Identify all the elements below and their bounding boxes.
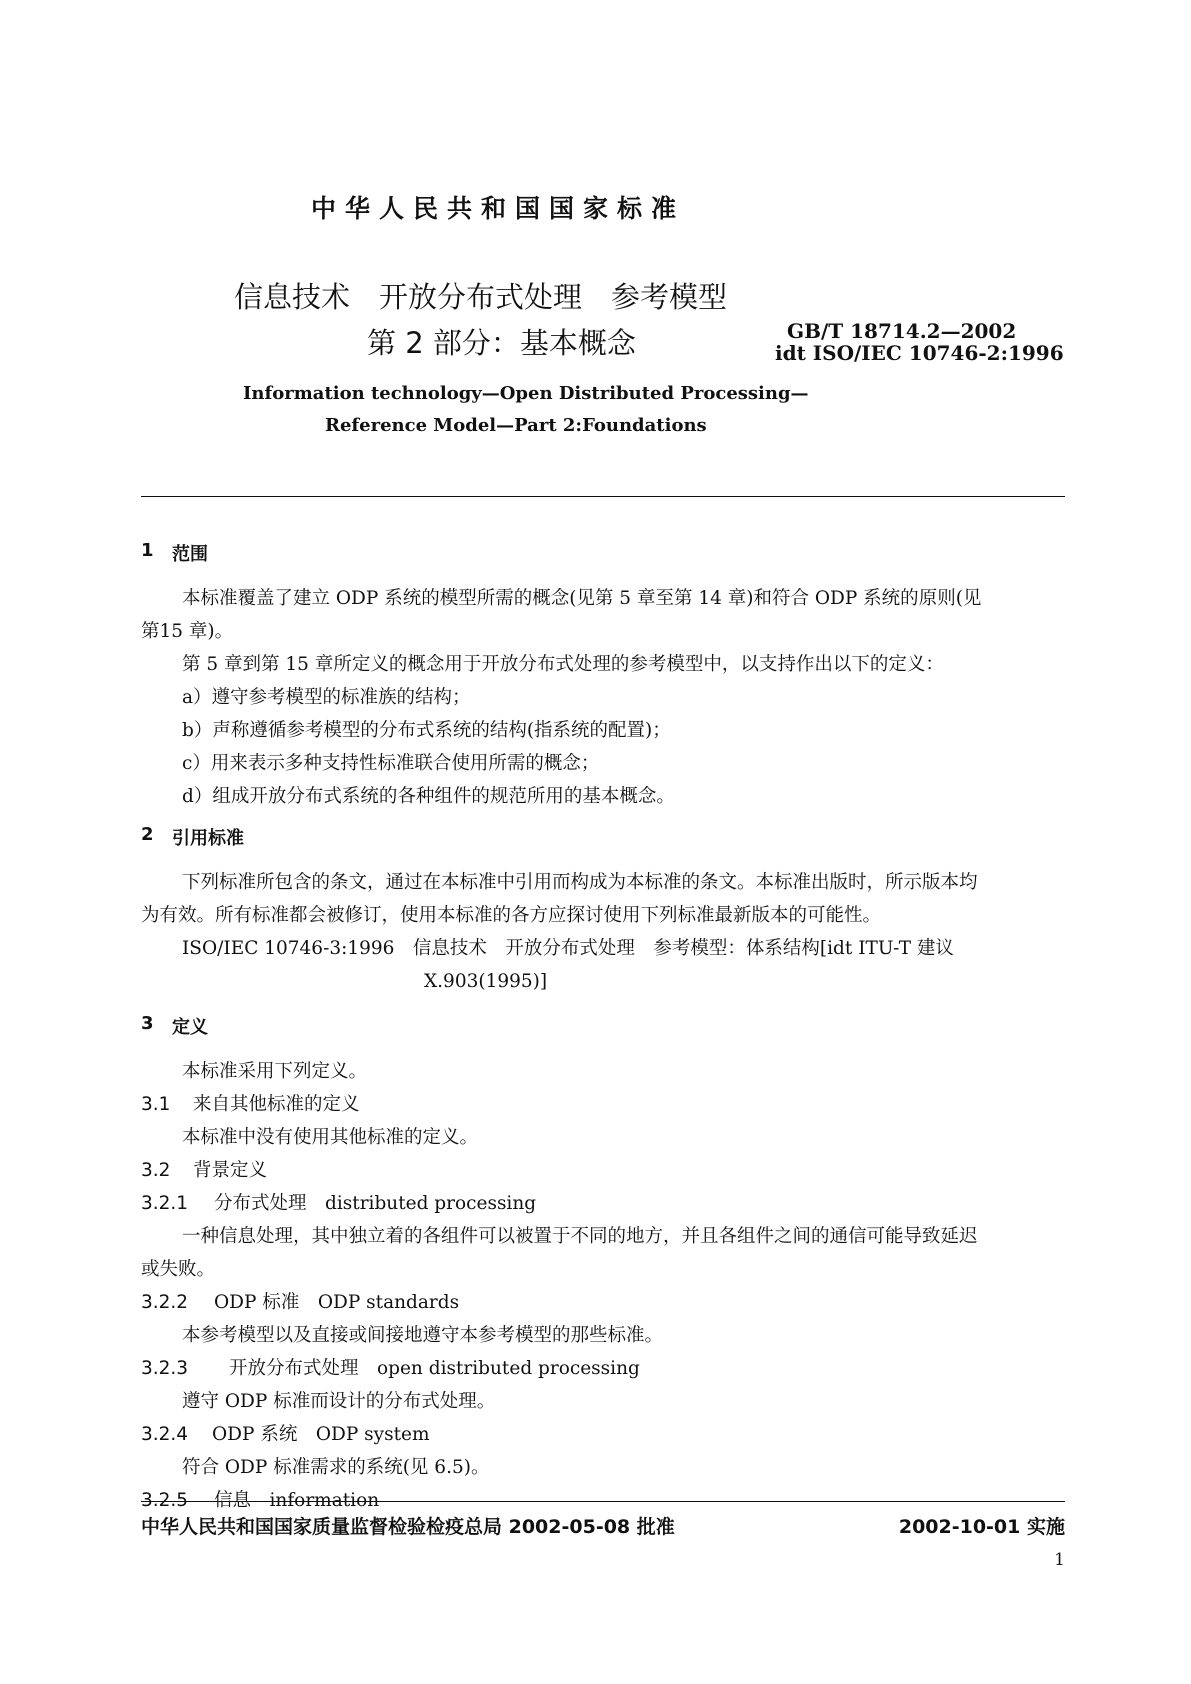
section3-number: 3	[141, 1013, 154, 1034]
standard-number: GB/T 18714.2—2002	[787, 319, 1017, 343]
chinese-title-line2: 第 2 部分：基本概念	[367, 326, 636, 360]
section2-number: 2	[141, 824, 154, 845]
clause-3-2-title: 背景定义	[193, 1160, 268, 1181]
section2-ref-line1: ISO/IEC 10746-3:1996 信息技术 开放分布式处理 参考模型：体系结构[idt ITU-T 建议	[182, 938, 954, 959]
clause-3-2-3-title: 开放分布式处理 open distributed processing	[229, 1358, 640, 1379]
clause-3-2-3-text: 遵守 ODP 标准而设计的分布式处理。	[182, 1391, 496, 1412]
section1-paragraph2	[141, 648, 1065, 813]
section1-p1-line2: 第15 章)。	[141, 621, 234, 642]
section2-heading: 引用标准	[172, 828, 244, 849]
english-title-line2: Reference Model—Part 2:Foundations	[325, 415, 707, 436]
section2-p1-line2: 为有效。所有标准都会被修订，使用本标准的各方应探讨使用下列标准最新版本的可能性。	[141, 905, 882, 926]
english-title-line1: Information technology—Open Distributed Processing—	[243, 383, 809, 404]
section1-item-c: c）用来表示多种支持性标准联合使用所需的概念；	[182, 753, 600, 774]
section2-paragraph	[141, 866, 1065, 998]
section1-number: 1	[141, 540, 154, 561]
header-divider	[141, 496, 1065, 497]
clause-3-2-4-text: 符合 ODP 标准需求的系统(见 6.5)。	[182, 1457, 490, 1478]
section1-paragraph1	[141, 582, 1065, 648]
section1-p2: 第 5 章到第 15 章所定义的概念用于开放分布式处理的参考模型中，以支持作出以下的定义：	[182, 654, 944, 675]
clause-3-1-number: 3.1	[141, 1094, 171, 1115]
page-number: 1	[1054, 1550, 1065, 1570]
clause-3-2-2-title: ODP 标准 ODP standards	[214, 1292, 460, 1313]
footer-divider	[141, 1501, 1065, 1502]
section3-heading: 定义	[172, 1017, 208, 1038]
section1-item-a: a）遵守参考模型的标准族的结构；	[182, 687, 471, 708]
clause-3-2-1-text-line2: 或失败。	[141, 1259, 216, 1280]
clause-3-2-4-title: ODP 系统 ODP system	[212, 1424, 430, 1445]
section1-item-b: b）声称遵循参考模型的分布式系统的结构(指系统的配置)；	[182, 720, 671, 741]
section3-intro: 本标准采用下列定义。	[182, 1061, 368, 1082]
clause-3-2-1-title: 分布式处理 distributed processing	[214, 1193, 537, 1214]
approval-note: 中华人民共和国国家质量监督检验检疫总局 2002-05-08 批准	[141, 1516, 675, 1538]
clause-3-2-5-number: 3.2.5	[141, 1490, 189, 1511]
section1-item-d: d）组成开放分布式系统的各种组件的规范所用的基本概念。	[182, 786, 675, 807]
clause-3-1-text: 本标准中没有使用其他标准的定义。	[182, 1127, 479, 1148]
section2-ref-line2: X.903(1995)]	[424, 971, 548, 992]
clause-3-2-2-text: 本参考模型以及直接或间接地遵守本参考模型的那些标准。	[182, 1325, 664, 1346]
section1-heading: 范围	[172, 544, 208, 565]
clause-3-2-1-text-line1: 一种信息处理，其中独立着的各组件可以被置于不同的地方，并且各组件之间的通信可能导致延迟	[182, 1226, 978, 1247]
section2-p1-line1: 下列标准所包含的条文，通过在本标准中引用而构成为本标准的条文。本标准出版时，所示版本均	[182, 872, 978, 893]
clause-3-2-4-number: 3.2.4	[141, 1424, 189, 1445]
idt-reference: idt ISO/IEC 10746-2:1996	[775, 341, 1064, 365]
clause-3-1-title: 来自其他标准的定义	[193, 1094, 360, 1115]
clause-3-2-number: 3.2	[141, 1160, 171, 1181]
chinese-title-line1: 信息技术 开放分布式处理 参考模型	[234, 280, 728, 314]
section1-p1-line1: 本标准覆盖了建立 ODP 系统的模型所需的概念(见第 5 章至第 14 章)和符合 ODP 系统的原则(见	[182, 588, 982, 609]
national-standard-label: 中华人民共和国国家标准	[311, 194, 686, 223]
implementation-date: 2002-10-01 实施	[898, 1516, 1065, 1538]
clause-3-2-2-number: 3.2.2	[141, 1292, 189, 1313]
clause-3-2-3-number: 3.2.3	[141, 1358, 189, 1379]
clause-3-2-5-title: 信息 information	[214, 1490, 380, 1511]
clause-3-2-1-number: 3.2.1	[141, 1193, 189, 1214]
standard-number-block	[775, 319, 1064, 365]
section3-body	[141, 1055, 1065, 1517]
